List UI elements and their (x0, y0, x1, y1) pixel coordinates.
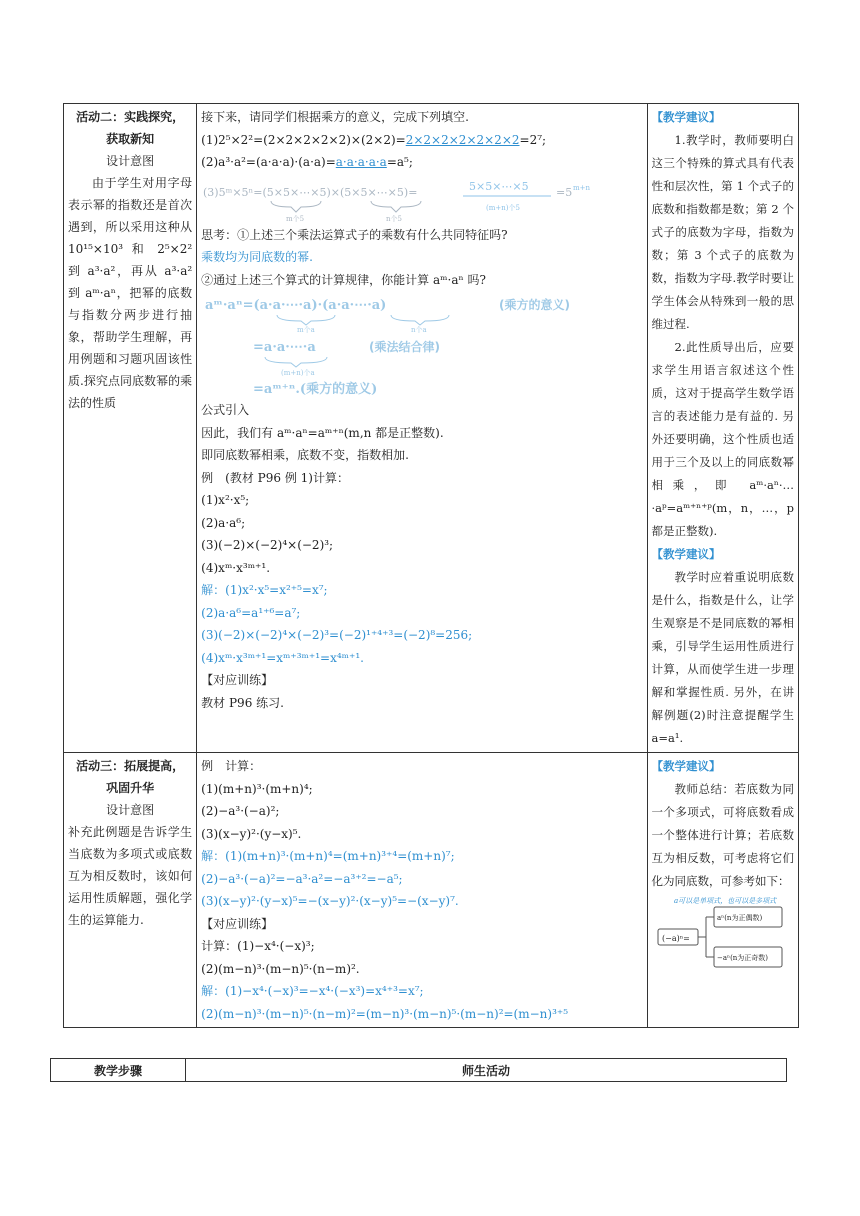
steps-header-col1: 教学步骤 (51, 1059, 186, 1082)
activity3-content-cell (197, 753, 647, 1028)
fill-3-brace1: m个5 (286, 214, 305, 223)
diagram-note: a可以是单项式，也可以是多项式 (673, 897, 776, 905)
brace-mn (265, 357, 327, 367)
deriv-2-note: (乘法结合律) (369, 340, 441, 354)
activity3-design-cell (64, 753, 197, 1028)
a3-example-1: (1)(m+n)³·(m+n)⁴; (201, 781, 313, 796)
a3-solution-1: 解：(1)(m+n)³·(m+n)⁴=(m+n)³⁺⁴=(m+n)⁷; (201, 849, 455, 863)
tip-1: 1.教学时，教师要明白这三个特殊的算式具有代表性和层次性，第 1 个式子的底数和指数都是数；第 2 个式子的底数为字母，指数为数；第 3 个式子的底数为数，指数为字母.教学时要让学生体会从特殊到一般的思维过程. (651, 133, 794, 331)
formula-line: 因此，我们有 aᵐ·aⁿ=aᵐ⁺ⁿ(m,n 都是正整数). (201, 425, 444, 440)
deriv-1-note: (乘方的意义) (499, 298, 571, 312)
brace-m (277, 315, 335, 325)
fill-2 (201, 151, 642, 174)
solution-1: 解：(1)x²·x⁵=x²⁺⁵=x⁷; (201, 583, 328, 597)
diagram-bottom: −aⁿ(n为正奇数) (716, 954, 768, 962)
activity3-row (64, 753, 799, 1028)
activity3-tips-cell (647, 753, 798, 1028)
fill-1-answer: 2×2×2×2×2×2×2 (405, 132, 520, 147)
fill-3-answer: 5×5×⋯×5 (469, 179, 529, 193)
brace-2 (371, 201, 421, 212)
solution-2: (2)a·a⁶=a¹⁺⁶=a⁷; (201, 605, 301, 620)
fill-2-prefix: (2)a³·a²=(a·a·a)·(a·a)= (201, 155, 336, 169)
example-2: (2)a·a⁶; (201, 515, 246, 530)
activity2-tips-cell (647, 104, 798, 753)
brace-1 (271, 201, 321, 212)
a3-example-2: (2)−a³·(−a)²; (201, 804, 280, 818)
activity2-design-text: 由于学生对用字母表示幂的指数还是首次遇到，所以采用这种从 10¹⁵×10³ 和 2⁵×2² 到 a³·a²，再从 a³·a² 到 aᵐ·aⁿ，把幂的底数与指数分两步进行抽象，帮助学生理解，再用例题和习题巩固该性质.探究点同底数幂的乘法的性质 (68, 176, 193, 410)
solution-4: (4)xᵐ·x³ᵐ⁺¹=xᵐ⁺³ᵐ⁺¹=x⁴ᵐ⁺¹. (201, 650, 364, 665)
a3-tip-head: 【教学建议】 (651, 759, 721, 773)
tip-3: 教学时应着重说明底数是什么，指数是什么，让学生观察是不是同底数的幂相乘，引导学生运用性质进行计算，从而使学生进一步理解和掌握性质. 另外，在讲解例题(2)时注意提醒学生 a=a¹. (651, 570, 794, 745)
fill-1-suffix: =2⁷; (519, 132, 547, 147)
lesson-table (63, 103, 799, 1028)
derivation-formula (201, 291, 631, 399)
a3-example-3: (3)(x−y)²·(y−x)⁵. (201, 826, 302, 841)
think-2: ②通过上述三个算式的计算规律，你能计算 aᵐ·aⁿ 吗? (201, 272, 486, 287)
formula-intro: 公式引入 (201, 403, 250, 417)
deriv-1: aᵐ·aⁿ=(a·a·⋯·a)·(a·a·⋯·a) (205, 298, 387, 313)
steps-header-col2: 师生活动 (186, 1059, 787, 1082)
fill-2-answer: a·a·a·a·a (335, 155, 387, 169)
example-4: (4)xᵐ·x³ᵐ⁺¹. (201, 560, 271, 575)
fill-3-answer-brace: (m+n)个5 (486, 203, 521, 212)
activity2-row (64, 104, 799, 753)
activity3-title-line2: 巩固升华 (106, 781, 155, 795)
tip-head: 【教学建议】 (651, 110, 721, 124)
sign-rule-diagram (652, 893, 784, 973)
deriv-3: =aᵐ⁺ⁿ.(乘方的意义) (253, 382, 378, 397)
example-1: (1)x²·x⁵; (201, 493, 250, 507)
activity2-design-label: 设计意图 (106, 154, 155, 168)
steps-header-table (50, 1058, 787, 1082)
a3-training-q1: 计算：(1)−x⁴·(−x)³; (201, 939, 315, 953)
training-text: 教材 P96 练习. (201, 695, 284, 710)
fill-3-formula (201, 174, 631, 224)
deriv-2: =a·a·⋯·a (253, 340, 316, 355)
training-head: 【对应训练】 (201, 673, 274, 687)
diagram-top: aⁿ(n为正偶数) (716, 914, 762, 922)
activity2-design-cell (64, 104, 197, 753)
fill-3-left: (3)5ᵐ×5ⁿ=(5×5×⋯×5)×(5×5×⋯×5)= (203, 185, 418, 199)
activity2-title-line1: 活动二：实践探究， (76, 110, 185, 124)
fill-3-result-exp: m+n (573, 183, 591, 192)
a3-solution-2: (2)−a³·(−a)²=−a³·a²=−a³⁺²=−a⁵; (201, 871, 403, 886)
example-3: (3)(−2)×(−2)⁴×(−2)³; (201, 538, 334, 552)
a3-training-head: 【对应训练】 (201, 916, 274, 931)
a3-training-s2: (2)(m−n)³·(m−n)⁵·(n−m)²=(m−n)³·(m−n)⁵·(m−n)²=(m−n)³⁺⁵ (201, 1006, 569, 1021)
activity3-design-label: 设计意图 (106, 803, 155, 817)
fill-2-suffix: =a⁵; (386, 155, 413, 169)
tip-head-2: 【教学建议】 (651, 547, 721, 561)
fill-3-result: =5 (556, 185, 573, 199)
tip-2: 2.此性质导出后，应要求学生用语言叙述这个性质，这对于提高学生数学语言的表述能力是有益的. 另外还要明确，这个性质也适用于三个及以上的同底数幂相乘，即 aᵐ·aⁿ·…·aᵖ=aᵐ⁺ⁿ⁺ᵖ(m，n，…，p 都是正整数). (651, 340, 794, 538)
a3-training-s1: 解：(1)−x⁴·(−x)³=−x⁴·(−x³)=x⁴⁺³=x⁷; (201, 984, 424, 998)
deriv-brace-n: n个a (411, 326, 427, 334)
a3-example-head: 例 计算： (201, 759, 262, 773)
think-1-answer: 乘数均为同底数的幂. (201, 250, 313, 264)
fill-1 (201, 129, 642, 152)
activity2-content-cell (197, 104, 647, 753)
a3-training-q2: (2)(m−n)³·(m−n)⁵·(n−m)². (201, 961, 360, 976)
example-head: 例 (教材 P96 例 1)计算： (201, 470, 349, 485)
fill-1-prefix: (1)2⁵×2²=(2×2×2×2×2)×(2×2)= (201, 132, 406, 147)
activity2-title-line2: 获取新知 (106, 132, 155, 146)
deriv-2-brace: (m+n)个a (281, 369, 315, 377)
a3-solution-3: (3)(x−y)²·(y−x)⁵=−(x−y)²·(x−y)⁵=−(x−y)⁷. (201, 894, 459, 908)
fill-3-brace2: n个5 (386, 214, 403, 223)
formula-rule: 即同底数幂相乘，底数不变，指数相加. (201, 448, 409, 462)
activity3-title-line1: 活动三：拓展提高， (76, 759, 185, 773)
deriv-brace-m: m个a (297, 326, 315, 334)
solution-3: (3)(−2)×(−2)⁴×(−2)³=(−2)¹⁺⁴⁺³=(−2)⁸=256; (201, 628, 473, 642)
activity3-design-text: 补充此例题是告诉学生当底数为多项式或底数互为相反数时，该如何运用性质解题，强化学生的运算能力. (68, 825, 193, 927)
think-1: 思考：①上述三个乘法运算式子的乘数有什么共同特征吗? (201, 227, 508, 242)
activity2-intro: 接下来，请同学们根据乘方的意义，完成下列填空. (201, 110, 469, 124)
brace-n (391, 315, 449, 325)
diagram-left: (−a)ⁿ= (661, 934, 690, 943)
a3-tip-text: 教师总结：若底数为同一个多项式，可将底数看成一个整体进行计算；若底数互为相反数，可考虑将它们化为同底数，可参考如下： (651, 782, 794, 888)
